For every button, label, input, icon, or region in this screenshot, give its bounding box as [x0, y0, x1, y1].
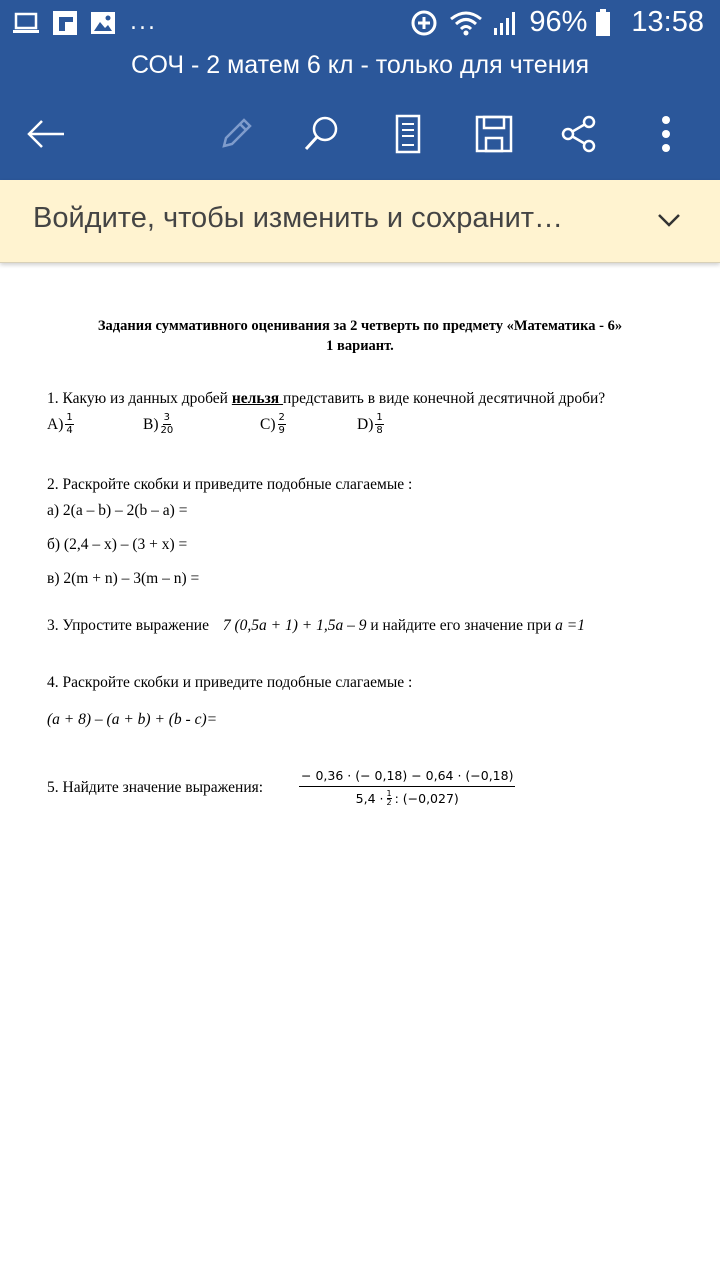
question-2a: а) 2(a – b) – 2(b – a) =: [47, 502, 188, 519]
gallery-icon: [90, 10, 116, 36]
numerator: − 0,36 · (− 0,18) − 0,64 · (−0,18): [299, 768, 515, 787]
edit-button[interactable]: [210, 108, 262, 160]
app-header: [0, 0, 720, 180]
more-options-icon: [660, 114, 672, 154]
expression: 7 (0,5a + 1) + 1,5a – 9: [222, 617, 367, 634]
document-heading: [30, 316, 690, 356]
option-c: C) $\frac{2}{9}$: [260, 412, 285, 436]
condition: a =1: [555, 617, 585, 634]
back-arrow-icon: [26, 119, 66, 149]
option-a: A) $\frac{1}{4}$: [47, 412, 73, 436]
battery-icon: [595, 9, 611, 37]
more-notifications: ...: [130, 10, 157, 35]
status-bar: [0, 0, 720, 50]
fraction: $\frac{3}{20}$: [160, 412, 174, 436]
heading-line-2: 1 вариант.: [326, 338, 394, 354]
toolbar: [0, 108, 720, 160]
search-icon: [302, 114, 342, 154]
edit-pencil-icon: [216, 114, 256, 154]
fraction: $\frac{1}{8}$: [376, 412, 383, 436]
question-4: 4. Раскройте скобки и приведите подобные слагаемые :: [47, 674, 413, 691]
question-2c: в) 2(m + n) – 3(m – n) =: [47, 570, 200, 587]
option-d: D) $\frac{1}{8}$: [357, 412, 383, 436]
battery-percent: 96%: [529, 6, 588, 38]
share-icon: [559, 114, 599, 154]
sign-in-banner[interactable]: [0, 180, 720, 263]
denominator: 5,4 · 1 2 : (−0,027): [355, 789, 459, 807]
option-b: B) $\frac{3}{20}$: [143, 412, 174, 436]
mobile-view-icon: [393, 114, 423, 154]
question-2: 2. Раскройте скобки и приведите подобные слагаемые :: [47, 476, 413, 493]
question-3: 3. Упростите выражение 7 (0,5a + 1) + 1,5a – 9 и найдите его значение при a =1: [47, 617, 585, 634]
save-button[interactable]: [468, 108, 520, 160]
heading-line-1: Задания суммативного оценивания за 2 четверть по предмету «Математика - 6»: [97, 318, 623, 334]
fraction: $\frac{1}{4}$: [66, 412, 73, 436]
signal-icon: [493, 10, 519, 36]
small-fraction: 1 2: [386, 789, 392, 807]
wifi-icon: [449, 9, 483, 37]
chevron-down-icon[interactable]: [656, 206, 682, 232]
flipboard-icon: [52, 10, 78, 36]
more-options-button[interactable]: [640, 108, 692, 160]
clock: 13:58: [631, 6, 704, 38]
emphasis-word: нельзя: [231, 390, 284, 407]
question-4-expression: (a + 8) – (a + b) + (b - c)=: [47, 711, 218, 728]
document-title: СОЧ - 2 матем 6 кл - только для чтения: [130, 51, 590, 79]
question-5: 5. Найдите значение выражения:: [47, 779, 264, 796]
search-button[interactable]: [296, 108, 348, 160]
question-5-fraction: [299, 768, 515, 807]
question-2b: б) (2,4 – x) – (3 + x) =: [47, 536, 188, 553]
document-page: [0, 264, 720, 1280]
fraction: $\frac{2}{9}$: [278, 412, 285, 436]
save-icon: [474, 114, 514, 154]
system-indicators: [409, 6, 704, 39]
sign-in-banner-text: Войдите, чтобы изменить и сохранит…: [33, 202, 564, 234]
question-1: 1. Какую из данных дробей нельзя представить в виде конечной десятичной дроби?: [47, 390, 606, 407]
notification-area: [12, 10, 157, 36]
data-saver-icon: [409, 8, 439, 38]
mobile-view-button[interactable]: [382, 108, 434, 160]
back-button[interactable]: [20, 108, 72, 160]
share-button[interactable]: [553, 108, 605, 160]
laptop-icon: [12, 11, 40, 35]
